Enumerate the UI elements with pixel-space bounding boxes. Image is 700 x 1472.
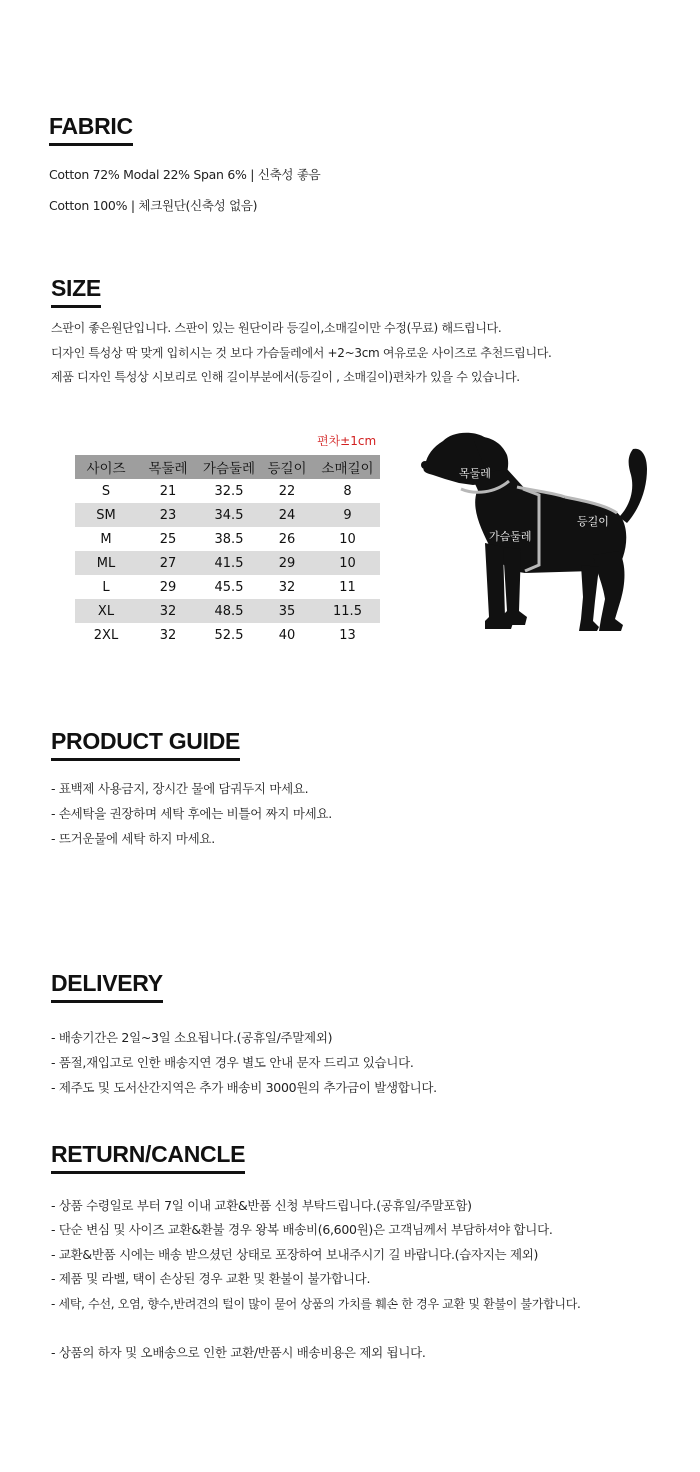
table-cell: 35	[278, 603, 296, 619]
table-row	[75, 479, 380, 503]
table-cell: 8	[343, 483, 352, 499]
table-cell: 38.5	[214, 531, 244, 547]
table-cell: 11	[339, 579, 356, 595]
table-cell: 29	[159, 579, 177, 595]
list-item: - 세탁, 수선, 오염, 향수,반려견의 털이 많이 묻어 상품의 가치를 훼손 한 경우 교환 및 환불이 불가합니다.	[51, 1297, 581, 1311]
table-cell: SM	[96, 507, 116, 523]
table-cell: 10	[339, 555, 356, 571]
delivery-heading: DELIVERY	[51, 970, 163, 1003]
product-guide-section	[51, 728, 240, 761]
table-cell: 45.5	[214, 579, 244, 595]
table-row	[75, 527, 380, 551]
table-cell: 26	[278, 531, 296, 547]
list-item: - 상품 수령일로 부터 7일 이내 교환&반품 신청 부탁드립니다.(공휴일/주말포함)	[51, 1198, 472, 1213]
table-cell: 25	[159, 531, 177, 547]
table-row	[75, 623, 380, 647]
list-item: - 제품 및 라벨, 택이 손상된 경우 교환 및 환불이 불가합니다.	[51, 1271, 371, 1286]
size-table	[75, 455, 380, 647]
col-header-size: 사이즈	[86, 461, 126, 477]
table-cell: 32	[159, 627, 177, 643]
table-cell: 9	[343, 507, 352, 523]
fabric-line-1: Cotton 72% Modal 22% Span 6% | 신축성 좋음	[49, 167, 321, 182]
back-length-label: 등길이	[577, 515, 609, 528]
table-cell: 10	[339, 531, 356, 547]
list-item: - 배송기간은 2일~3일 소요됩니다.(공휴일/주말제외)	[51, 1030, 333, 1045]
col-header-neck: 목둘레	[148, 461, 188, 477]
table-cell: 40	[278, 627, 296, 643]
table-cell: 32.5	[214, 483, 244, 499]
table-cell: 27	[159, 555, 177, 571]
table-row	[75, 551, 380, 575]
table-row	[75, 575, 380, 599]
delivery-section	[51, 970, 163, 1003]
return-footer-note: - 상품의 하자 및 오배송으로 인한 교환/반품시 배송비용은 제외 됩니다.	[51, 1345, 426, 1360]
tolerance-note: 편차±1cm	[317, 434, 377, 448]
list-item: - 표백제 사용금지, 장시간 물에 담궈두지 마세요.	[51, 781, 309, 796]
fabric-section	[49, 113, 133, 146]
table-cell: 34.5	[214, 507, 244, 523]
table-cell: 23	[159, 507, 177, 523]
col-header-back: 등길이	[267, 461, 307, 477]
table-cell: S	[101, 483, 111, 499]
list-item: - 교환&반품 시에는 배송 받으셨던 상태로 포장하여 보내주시기 길 바랍니다.(습자지는 제외)	[51, 1247, 539, 1262]
return-section	[51, 1141, 245, 1174]
size-note-1: 스판이 좋은원단입니다. 스판이 있는 원단이라 등길이,소매길이만 수정(무료) 해드립니다.	[51, 321, 502, 335]
table-cell: XL	[97, 603, 115, 619]
table-cell: 41.5	[214, 555, 244, 571]
table-cell: 32	[159, 603, 177, 619]
table-cell: ML	[96, 555, 116, 571]
table-cell: 21	[159, 483, 177, 499]
list-item: - 뜨거운물에 세탁 하지 마세요.	[51, 831, 215, 846]
size-heading: SIZE	[51, 275, 101, 308]
table-cell: 24	[278, 507, 296, 523]
fabric-heading: FABRIC	[49, 113, 133, 146]
size-table-header-row	[75, 455, 380, 479]
table-cell: 11.5	[333, 603, 362, 619]
product-guide-heading: PRODUCT GUIDE	[51, 728, 240, 761]
table-cell: 29	[278, 555, 296, 571]
dog-measurement-diagram	[415, 425, 655, 637]
chest-label: 가슴둘레	[489, 530, 532, 543]
table-cell: 22	[278, 483, 296, 499]
return-heading: RETURN/CANCLE	[51, 1141, 245, 1174]
dog-silhouette-icon	[415, 425, 655, 637]
table-cell: 13	[339, 627, 356, 643]
list-item: - 품절,재입고로 인한 배송지연 경우 별도 안내 문자 드리고 있습니다.	[51, 1055, 414, 1070]
col-header-sleeve: 소매길이	[321, 461, 374, 477]
list-item: - 단순 변심 및 사이즈 교환&환불 경우 왕복 배송비(6,600원)은 고객님께서 부담하셔야 합니다.	[51, 1222, 553, 1237]
table-cell: M	[100, 531, 112, 547]
size-note-3: 제품 디자인 특성상 시보리로 인해 길이부분에서(등길이 , 소매길이)편차가 있을 수 있습니다.	[51, 370, 520, 384]
fabric-line-2: Cotton 100% | 체크원단(신축성 없음)	[49, 198, 258, 213]
table-cell: 52.5	[214, 627, 244, 643]
size-section	[51, 275, 101, 308]
list-item: - 손세탁을 권장하며 세탁 후에는 비틀어 짜지 마세요.	[51, 806, 332, 821]
table-cell: 32	[278, 579, 296, 595]
table-cell: L	[102, 579, 110, 595]
table-cell: 48.5	[214, 603, 244, 619]
table-row	[75, 503, 380, 527]
neck-label: 목둘레	[459, 467, 491, 480]
list-item: - 제주도 및 도서산간지역은 추가 배송비 3000원의 추가금이 발생합니다.	[51, 1080, 437, 1095]
col-header-chest: 가슴둘레	[202, 461, 256, 477]
table-cell: 2XL	[93, 627, 119, 643]
size-note-2: 디자인 특성상 딱 맞게 입히시는 것 보다 가슴둘레에서 +2~3cm 여유로운 사이즈로 추천드립니다.	[51, 346, 552, 360]
table-row	[75, 599, 380, 623]
